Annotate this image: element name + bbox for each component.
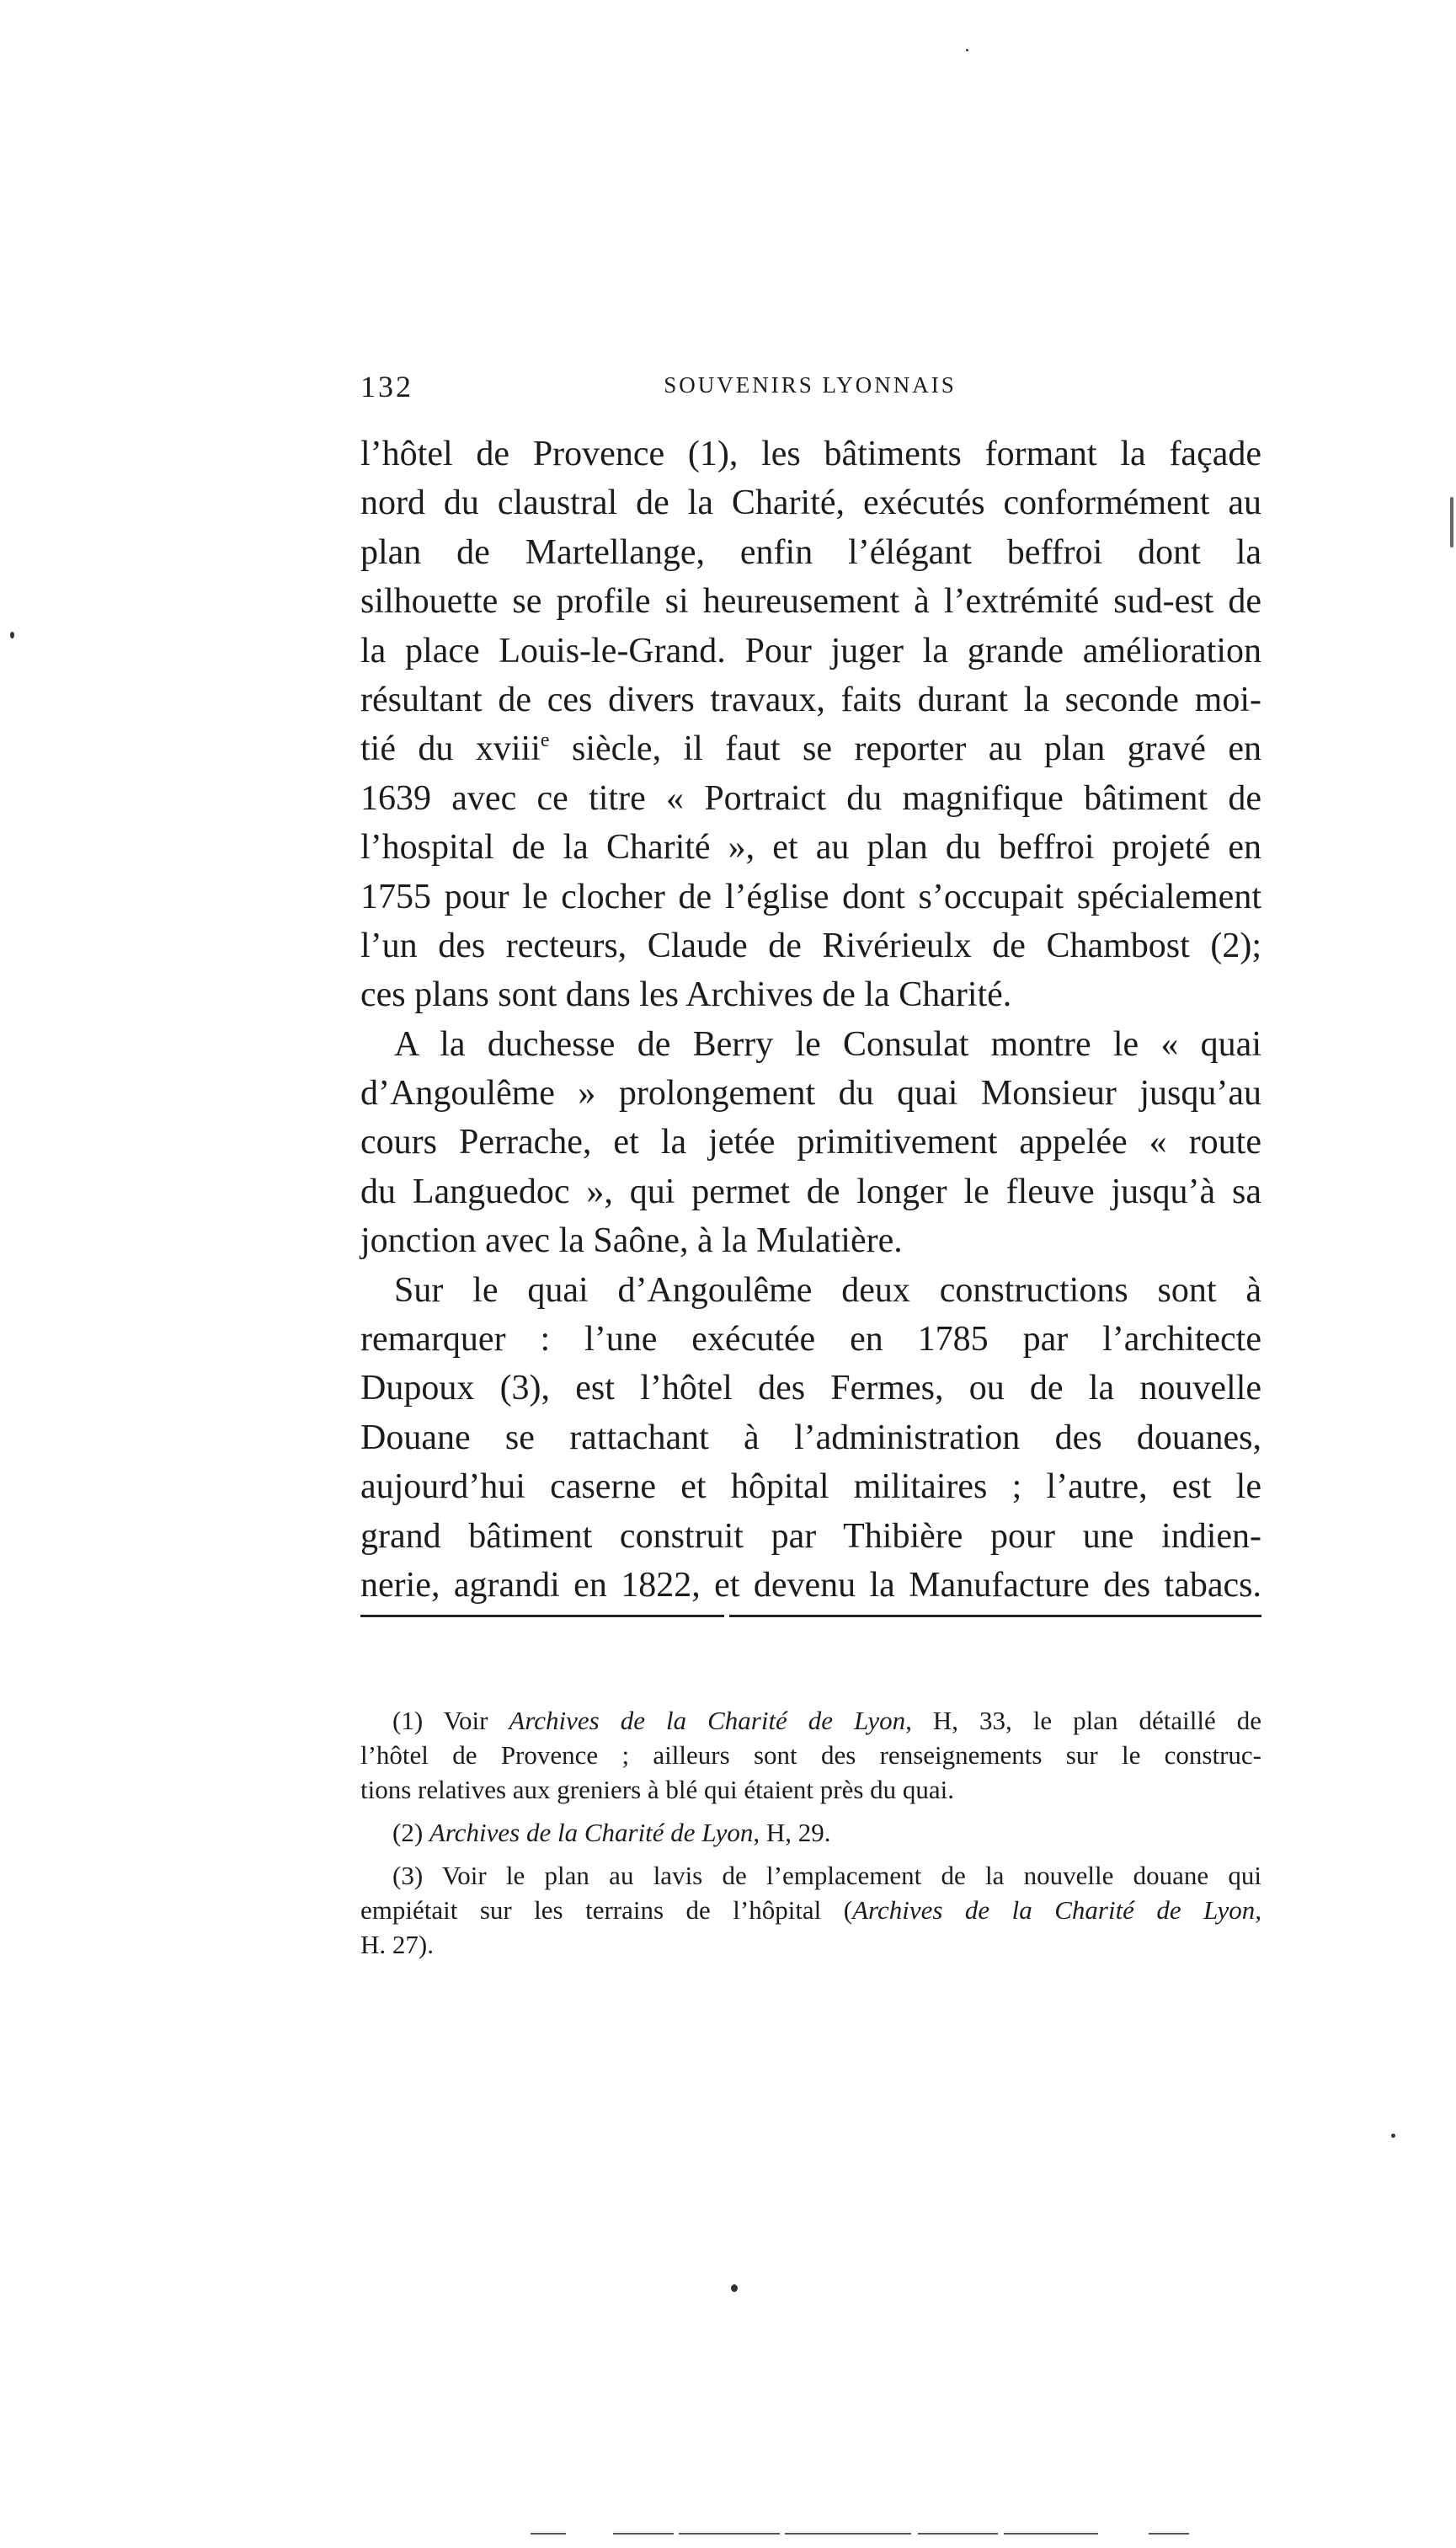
- page-number: 132: [360, 370, 413, 403]
- page-edge-mark: [918, 2533, 998, 2535]
- text-line: la place Louis-le-Grand. Pour juger la grande amélioration: [360, 631, 1261, 670]
- footnotes: [360, 1703, 1261, 1962]
- note-text: (1) Voir: [392, 1706, 509, 1735]
- footnote-1-line: l’hôtel de Provence ; ailleurs sont des renseignements sur le construc-: [360, 1740, 1261, 1770]
- page-edge-mark: [1004, 2533, 1098, 2535]
- footnote-rule-left: [360, 1615, 724, 1617]
- text-line: 1639 avec ce titre « Portraict du magnifique bâtiment de: [360, 778, 1261, 818]
- text-line: Sur le quai d’Angoulême deux constructions sont à: [394, 1270, 1261, 1310]
- footnote-1-line: [360, 1703, 1261, 1738]
- ink-speck: [1450, 497, 1453, 548]
- note-italic: Archives de la Charité de Lyon,: [852, 1895, 1261, 1925]
- page-edge-mark: [1149, 2533, 1189, 2535]
- footnote-rule-right: [729, 1615, 1261, 1617]
- text-line: Douane se rattachant à l’administration des douanes,: [360, 1418, 1261, 1457]
- note-gap: [360, 1850, 1261, 1858]
- note-italic: Archives de la Charité de Lyon,: [509, 1706, 912, 1735]
- text-line: cours Perrache, et la jetée primitivement appelée « route: [360, 1123, 1261, 1162]
- text-line: jonction avec la Saône, à la Mulatière.: [360, 1221, 903, 1261]
- text-line: aujourd’hui caserne et hôpital militaires ; l’autre, est le: [360, 1467, 1261, 1507]
- footnote-3-line: (3) Voir le plan au lavis de l’emplacement de la nouvelle douane qui: [392, 1861, 1261, 1890]
- ink-speck: [10, 632, 14, 638]
- text-line: A la duchesse de Berry le Consulat montre le « quai: [394, 1024, 1261, 1064]
- text-line: silhouette se profile si heureusement à l’extrémité sud-est de: [360, 582, 1261, 622]
- note-italic: Archives de la Charité de Lyon: [429, 1818, 754, 1847]
- text-line: l’hôtel de Provence (1), les bâtiments formant la façade: [360, 435, 1261, 473]
- text-line: plan de Martellange, enfin l’élégant beffroi dont la: [360, 532, 1261, 572]
- page-edge-mark: [679, 2533, 780, 2535]
- footnote-2-line: [360, 1815, 1261, 1850]
- footnote-3-line: H. 27).: [360, 1930, 434, 1959]
- note-text: (2): [392, 1818, 429, 1847]
- text-line: ces plans sont dans les Archives de la Charité.: [360, 975, 1012, 1015]
- text-line: résultant de ces divers travaux, faits durant la seconde moi-: [360, 680, 1261, 719]
- text-line-with-superscript: [360, 724, 1261, 773]
- running-head: [360, 369, 1260, 411]
- text-line: l’hospital de la Charité », et au plan du beffroi projeté en: [360, 828, 1261, 868]
- note-text: empiétait sur les terrains de l’hôpital (: [360, 1895, 853, 1925]
- text-line: l’un des recteurs, Claude de Rivérieulx de Chambost (2);: [360, 926, 1261, 965]
- text-line: nerie, agrandi en 1822, et devenu la Manufacture des tabacs.: [360, 1565, 1261, 1605]
- body-text: [360, 430, 1261, 1610]
- text-line: nord du claustral de la Charité, exécutés conformément au: [360, 483, 1261, 523]
- ink-speck: [731, 2284, 738, 2292]
- text-segment: siècle, il faut se reporter au plan gravé en: [549, 729, 1261, 769]
- page-edge-mark: [613, 2533, 674, 2535]
- text-line: du Languedoc », qui permet de longer le fleuve jusqu’à sa: [360, 1172, 1261, 1211]
- footnote-3-line: [360, 1893, 1261, 1927]
- text-segment: tié du xviii: [360, 729, 541, 769]
- page-edge-mark: [531, 2533, 566, 2535]
- running-title: SOUVENIRS LYONNAIS: [664, 372, 957, 398]
- text-line: 1755 pour le clocher de l’église dont s’occupait spécialement: [360, 877, 1261, 916]
- footnote-1-line: tions relatives aux greniers à blé qui étaient près du quai.: [360, 1775, 955, 1804]
- note-text: H, 33, le plan détaillé de: [911, 1706, 1262, 1735]
- note-text: , H, 29.: [753, 1818, 831, 1847]
- page-edge-mark: [785, 2533, 911, 2535]
- text-line: Dupoux (3), est l’hôtel des Fermes, ou de la nouvelle: [360, 1369, 1261, 1408]
- text-line: remarquer : l’une exécutée en 1785 par l’architecte: [360, 1320, 1261, 1359]
- ink-speck: [1391, 2134, 1395, 2138]
- superscript: e: [540, 729, 550, 752]
- ink-speck: [966, 49, 968, 51]
- note-gap: [360, 1807, 1261, 1815]
- text-line: grand bâtiment construit par Thibière pour une indien-: [360, 1516, 1261, 1556]
- text-line: d’Angoulême » prolongement du quai Monsieur jusqu’au: [360, 1074, 1261, 1114]
